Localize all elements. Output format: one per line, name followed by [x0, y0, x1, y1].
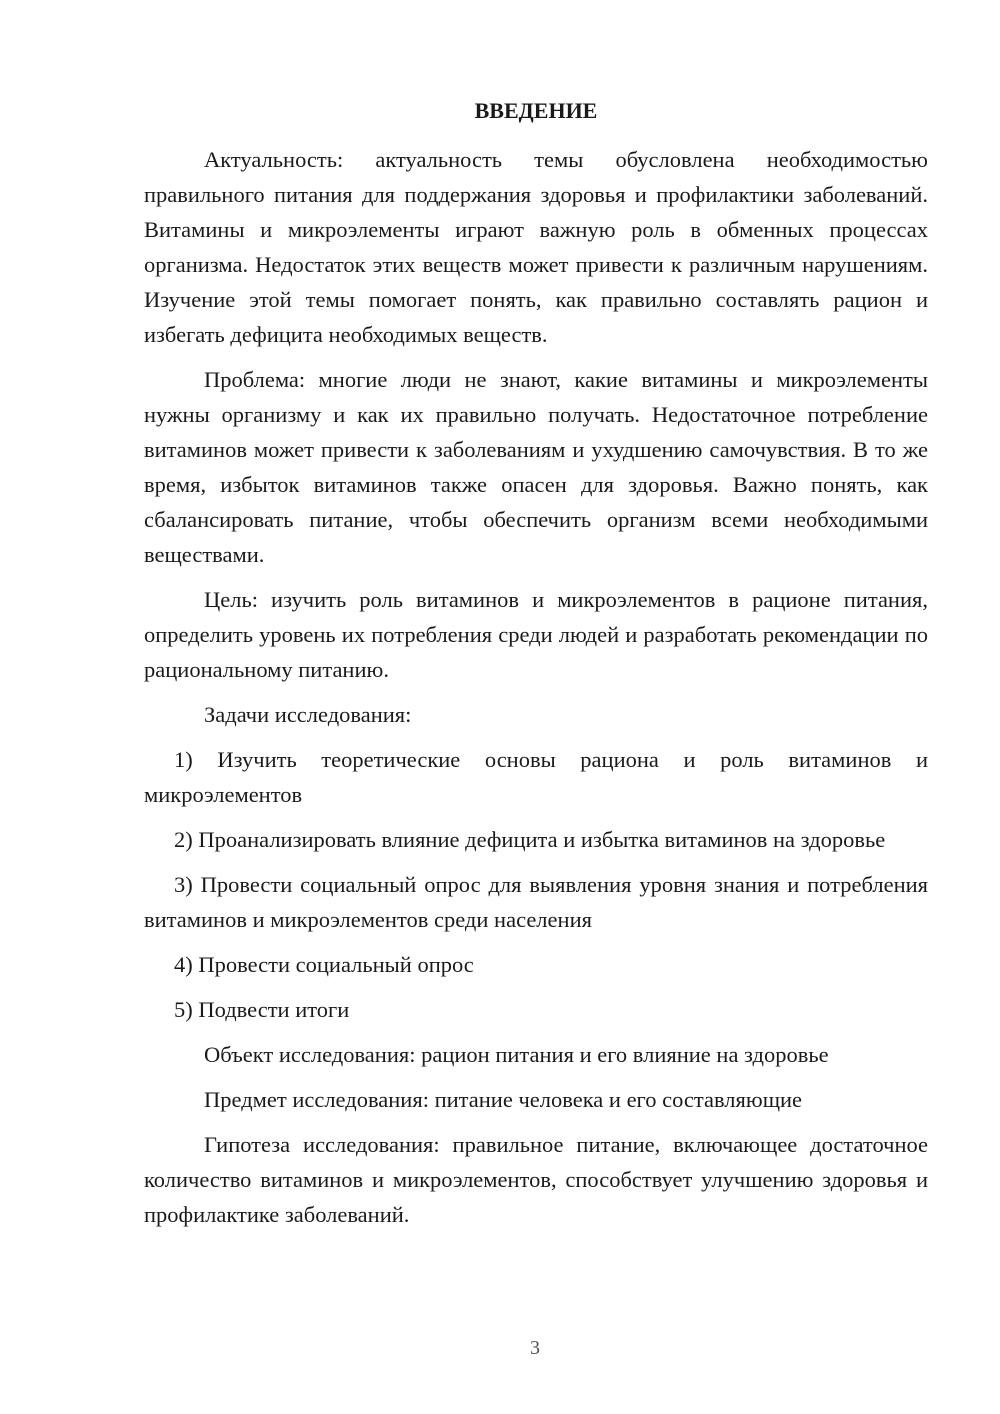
task-item-1: 1) Изучить теоретические основы рациона и роль витаминов и микроэлементов — [144, 747, 928, 807]
page-content — [144, 95, 928, 1242]
problem-paragraph: Проблема: многие люди не знают, какие витамины и микроэлементы нужны организму и как их правильно получать. Недостаточное потребление витаминов может привести к заболеваниям и ухудшению самочувствия. В то же время, избыток витаминов также опасен для здоровья. Важно понять, как сбалансировать питание, чтобы обеспечить организм всеми необходимыми веществами. — [144, 367, 928, 567]
section-title: ВВЕДЕНИЕ — [474, 98, 598, 123]
task-item-5: 5) Подвести итоги — [174, 997, 350, 1022]
task-item-2: 2) Проанализировать влияние дефицита и избытка витаминов на здоровье — [174, 827, 886, 852]
page-number: 3 — [530, 1337, 540, 1359]
subject-paragraph: Предмет исследования: питание человека и его составляющие — [204, 1087, 803, 1112]
relevance-paragraph: Актуальность: актуальность темы обусловлена необходимостью правильного питания для поддержания здоровья и профилактики заболеваний. Витамины и микроэлементы играют важную роль в обменных процессах организма. Недостаток этих веществ может привести к различным нарушениям. Изучение этой темы помогает понять, как правильно составлять рацион и избегать дефицита необходимых веществ. — [144, 147, 928, 347]
tasks-heading: Задачи исследования: — [204, 702, 412, 727]
task-item-3: 3) Провести социальный опрос для выявления уровня знания и потребления витаминов и микроэлементов среди населения — [144, 872, 928, 932]
task-item-4: 4) Провести социальный опрос — [174, 952, 474, 977]
object-paragraph: Объект исследования: рацион питания и его влияние на здоровье — [204, 1042, 829, 1067]
hypothesis-paragraph: Гипотеза исследования: правильное питание, включающее достаточное количество витаминов и микроэлементов, способствует улучшению здоровья и профилактике заболеваний. — [144, 1132, 928, 1227]
goal-paragraph: Цель: изучить роль витаминов и микроэлементов в рационе питания, определить уровень их потребления среди людей и разработать рекомендации по рациональному питанию. — [144, 587, 928, 682]
